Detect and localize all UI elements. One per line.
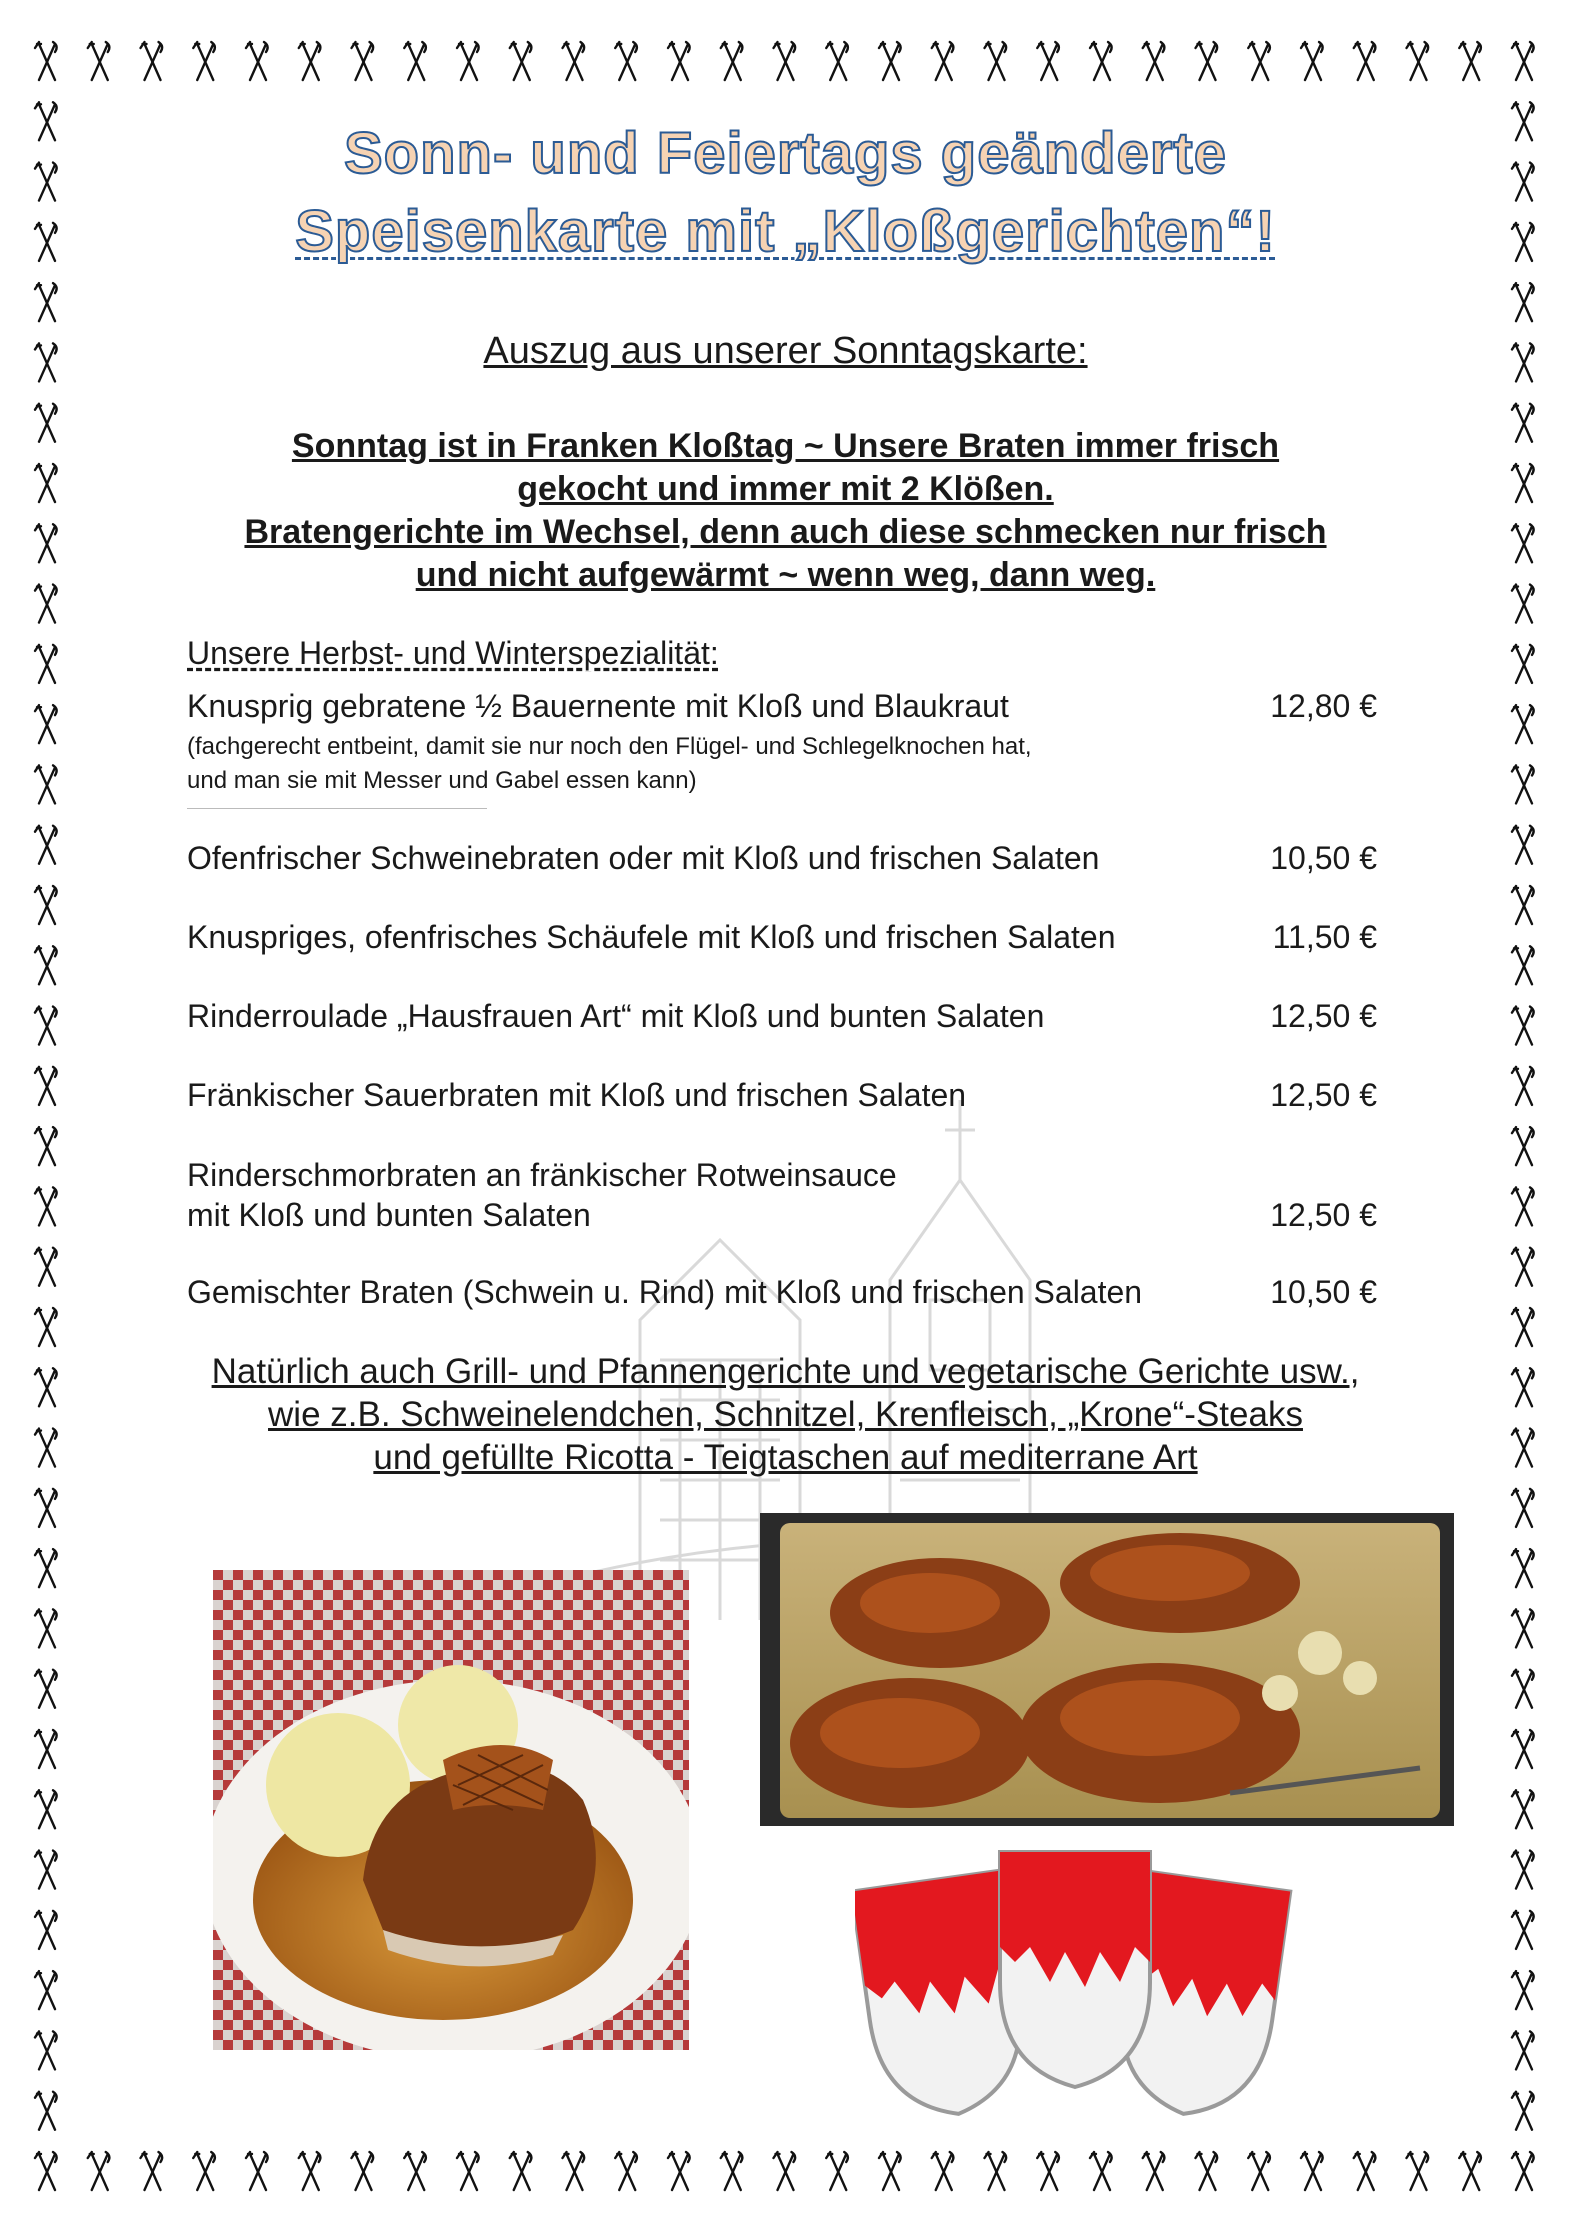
cutlery-icon bbox=[35, 1429, 57, 1467]
menu-item bbox=[187, 1272, 1377, 1312]
cutlery-icon bbox=[1512, 1730, 1534, 1768]
cutlery-icon bbox=[1512, 1007, 1534, 1045]
cutlery-icon bbox=[1512, 404, 1534, 442]
cutlery-icon bbox=[88, 42, 110, 80]
cutlery-icon bbox=[35, 705, 57, 743]
cutlery-icon bbox=[1512, 1489, 1534, 1527]
cutlery-icon bbox=[35, 1670, 57, 1708]
cutlery-icon bbox=[141, 2152, 163, 2190]
cutlery-icon bbox=[35, 1489, 57, 1527]
cutlery-icon bbox=[35, 163, 57, 201]
cutlery-icon bbox=[193, 2152, 215, 2190]
special-note bbox=[187, 730, 1147, 798]
cutlery-icon bbox=[1512, 1609, 1534, 1647]
cutlery-icon bbox=[35, 1730, 57, 1768]
cutlery-icon bbox=[774, 42, 796, 80]
cutlery-icon bbox=[1512, 2092, 1534, 2130]
closing-line-1: Natürlich auch Grill- und Pfannengerichte und vegetarische Gerichte usw., bbox=[211, 1352, 1360, 1391]
cutlery-icon bbox=[35, 42, 57, 80]
cutlery-icon bbox=[932, 2152, 954, 2190]
cutlery-icon bbox=[1354, 42, 1376, 80]
cutlery-icon bbox=[35, 2092, 57, 2130]
cutlery-icon bbox=[35, 1851, 57, 1889]
cutlery-icon bbox=[879, 2152, 901, 2190]
cutlery-icon bbox=[1512, 1549, 1534, 1587]
cutlery-icon bbox=[1354, 2152, 1376, 2190]
cutlery-icon bbox=[35, 1127, 57, 1165]
cutlery-icon bbox=[352, 2152, 374, 2190]
menu-item-name: Ofenfrischer Schweinebraten oder mit Kloß und frischen Salaten bbox=[187, 840, 1100, 876]
section-heading: Unsere Herbst- und Winterspezialität: bbox=[187, 635, 719, 671]
cutlery-icon bbox=[35, 1067, 57, 1105]
cutlery-icon bbox=[35, 1187, 57, 1225]
cutlery-icon bbox=[1512, 1429, 1534, 1467]
title-line-1: Sonn- und Feiertags geänderte bbox=[344, 121, 1227, 186]
menu-item-name-line-1: Rinderschmorbraten an fränkischer Rotweinsauce bbox=[187, 1157, 897, 1193]
cutlery-icon bbox=[1301, 2152, 1323, 2190]
cutlery-icon bbox=[1512, 886, 1534, 924]
cutlery-icon bbox=[563, 42, 585, 80]
cutlery-icon bbox=[35, 946, 57, 984]
special-note-line-1: (fachgerecht entbeint, damit sie nur noch den Flügel- und Schlegelknochen hat, bbox=[187, 733, 1032, 760]
cutlery-icon bbox=[1512, 1851, 1534, 1889]
menu-item-special bbox=[187, 686, 1377, 726]
cutlery-icon bbox=[35, 585, 57, 623]
cutlery-icon bbox=[774, 2152, 796, 2190]
cutlery-icon bbox=[1512, 1308, 1534, 1346]
cutlery-icon bbox=[1512, 1187, 1534, 1225]
cutlery-icon bbox=[352, 42, 374, 80]
cutlery-icon bbox=[510, 2152, 532, 2190]
cutlery-icon bbox=[193, 42, 215, 80]
photo-roast-ducks bbox=[760, 1513, 1454, 1826]
cutlery-icon bbox=[1512, 524, 1534, 562]
cutlery-icon bbox=[35, 765, 57, 803]
title-line-2: Speisenkarte mit „Kloßgerichten“! bbox=[295, 199, 1276, 264]
menu-item-price: 10,50 € bbox=[1270, 840, 1377, 876]
cutlery-icon bbox=[1090, 2152, 1112, 2190]
cutlery-icon bbox=[35, 886, 57, 924]
cutlery-icon bbox=[668, 2152, 690, 2190]
cutlery-icon bbox=[35, 1368, 57, 1406]
menu-item-name: Fränkischer Sauerbraten mit Kloß und frischen Salaten bbox=[187, 1077, 967, 1113]
separator-line bbox=[187, 808, 487, 809]
cutlery-icon bbox=[1512, 102, 1534, 140]
cutlery-icon bbox=[35, 1549, 57, 1587]
cutlery-icon bbox=[246, 42, 268, 80]
cutlery-icon bbox=[1143, 2152, 1165, 2190]
franconian-coat-of-arms bbox=[855, 1840, 1295, 2140]
cutlery-icon bbox=[1459, 2152, 1481, 2190]
intro-line-1: Sonntag ist in Franken Kloßtag ~ Unsere Braten immer frisch bbox=[291, 427, 1280, 465]
cutlery-icon bbox=[1512, 1248, 1534, 1286]
menu-item bbox=[187, 1155, 1377, 1235]
menu-item-name: Knusprig gebratene ½ Bauernente mit Kloß und Blaukraut bbox=[187, 688, 1009, 724]
cutlery-icon bbox=[1512, 2152, 1534, 2190]
cutlery-icon bbox=[35, 1007, 57, 1045]
cutlery-icon bbox=[35, 2152, 57, 2190]
cutlery-icon bbox=[1037, 42, 1059, 80]
cutlery-icon bbox=[404, 2152, 426, 2190]
intro-text bbox=[150, 425, 1421, 597]
cutlery-icon bbox=[510, 42, 532, 80]
cutlery-icon bbox=[35, 1911, 57, 1949]
intro-line-2: gekocht und immer mit 2 Klößen. bbox=[517, 470, 1054, 508]
cutlery-icon bbox=[1512, 645, 1534, 683]
menu-item-price: 12,80 € bbox=[1270, 688, 1377, 724]
cutlery-icon bbox=[299, 2152, 321, 2190]
cutlery-icon bbox=[1143, 42, 1165, 80]
cutlery-icon bbox=[1512, 1067, 1534, 1105]
cutlery-icon bbox=[1512, 765, 1534, 803]
cutlery-icon bbox=[985, 2152, 1007, 2190]
cutlery-icon bbox=[721, 2152, 743, 2190]
cutlery-icon bbox=[35, 1790, 57, 1828]
menu-item-price: 12,50 € bbox=[1270, 1077, 1377, 1113]
cutlery-icon bbox=[985, 42, 1007, 80]
cutlery-icon bbox=[35, 524, 57, 562]
menu-subtitle: Auszug aus unserer Sonntagskarte: bbox=[483, 330, 1088, 372]
cutlery-icon bbox=[246, 2152, 268, 2190]
cutlery-icon bbox=[35, 1609, 57, 1647]
menu-item-name-line-2: mit Kloß und bunten Salaten bbox=[187, 1197, 591, 1233]
cutlery-icon bbox=[35, 1308, 57, 1346]
cutlery-icon bbox=[1512, 163, 1534, 201]
cutlery-icon bbox=[35, 404, 57, 442]
menu-item-price: 12,50 € bbox=[1270, 998, 1377, 1034]
special-note-line-2: und man sie mit Messer und Gabel essen kann) bbox=[187, 767, 697, 794]
cutlery-icon bbox=[1512, 1790, 1534, 1828]
cutlery-icon bbox=[1512, 2031, 1534, 2069]
cutlery-icon bbox=[35, 645, 57, 683]
closing-line-2: wie z.B. Schweinelendchen, Schnitzel, Krenfleisch, „Krone“-Steaks bbox=[268, 1395, 1303, 1434]
cutlery-icon bbox=[615, 2152, 637, 2190]
cutlery-icon bbox=[879, 42, 901, 80]
menu-item bbox=[187, 838, 1377, 878]
photo-schaeufele bbox=[213, 1570, 689, 2050]
cutlery-icon bbox=[1037, 2152, 1059, 2190]
cutlery-icon bbox=[1512, 1971, 1534, 2009]
cutlery-icon bbox=[35, 464, 57, 502]
closing-text bbox=[130, 1350, 1441, 1479]
cutlery-icon bbox=[35, 283, 57, 321]
cutlery-icon bbox=[141, 42, 163, 80]
cutlery-icon bbox=[299, 42, 321, 80]
cutlery-icon bbox=[1248, 2152, 1270, 2190]
cutlery-icon bbox=[1090, 42, 1112, 80]
menu-item bbox=[187, 917, 1377, 957]
closing-line-3: und gefüllte Ricotta - Teigtaschen auf mediterrane Art bbox=[373, 1438, 1198, 1477]
cutlery-icon bbox=[1512, 1127, 1534, 1165]
cutlery-icon bbox=[404, 42, 426, 80]
cutlery-icon bbox=[1407, 2152, 1429, 2190]
cutlery-icon bbox=[826, 42, 848, 80]
cutlery-icon bbox=[457, 42, 479, 80]
cutlery-icon bbox=[615, 42, 637, 80]
cutlery-icon bbox=[457, 2152, 479, 2190]
cutlery-icon bbox=[721, 42, 743, 80]
cutlery-icon bbox=[35, 1248, 57, 1286]
menu-item-price: 12,50 € bbox=[1270, 1197, 1377, 1233]
cutlery-icon bbox=[1407, 42, 1429, 80]
menu-item-price: 11,50 € bbox=[1272, 919, 1377, 955]
cutlery-icon bbox=[1512, 826, 1534, 864]
menu-item-name: Gemischter Braten (Schwein u. Rind) mit Kloß und frischen Salaten bbox=[187, 1274, 1143, 1310]
cutlery-icon bbox=[563, 2152, 585, 2190]
cutlery-icon bbox=[1459, 42, 1481, 80]
cutlery-icon bbox=[35, 223, 57, 261]
menu-item bbox=[187, 996, 1377, 1036]
cutlery-icon bbox=[1196, 42, 1218, 80]
cutlery-icon bbox=[1196, 2152, 1218, 2190]
cutlery-icon bbox=[826, 2152, 848, 2190]
cutlery-icon bbox=[668, 42, 690, 80]
cutlery-icon bbox=[1512, 585, 1534, 623]
cutlery-icon bbox=[35, 1971, 57, 2009]
cutlery-icon bbox=[932, 42, 954, 80]
cutlery-icon bbox=[1512, 1368, 1534, 1406]
intro-line-4: und nicht aufgewärmt ~ wenn weg, dann weg. bbox=[415, 556, 1156, 594]
cutlery-icon bbox=[88, 2152, 110, 2190]
cutlery-icon bbox=[1512, 42, 1534, 80]
cutlery-icon bbox=[35, 826, 57, 864]
menu-item-price: 10,50 € bbox=[1270, 1274, 1377, 1310]
cutlery-icon bbox=[1512, 946, 1534, 984]
cutlery-icon bbox=[1512, 464, 1534, 502]
intro-line-3: Bratengerichte im Wechsel, denn auch diese schmecken nur frisch bbox=[244, 513, 1327, 551]
cutlery-icon bbox=[1512, 1911, 1534, 1949]
cutlery-icon bbox=[1301, 42, 1323, 80]
menu-item-name: Knuspriges, ofenfrisches Schäufele mit Kloß und frischen Salaten bbox=[187, 919, 1116, 955]
cutlery-icon bbox=[1512, 705, 1534, 743]
cutlery-icon bbox=[1512, 283, 1534, 321]
menu-item bbox=[187, 1075, 1377, 1115]
cutlery-icon bbox=[35, 2031, 57, 2069]
cutlery-icon bbox=[1512, 1670, 1534, 1708]
cutlery-icon bbox=[1512, 223, 1534, 261]
cutlery-icon bbox=[1248, 42, 1270, 80]
menu-item-name: Rinderroulade „Hausfrauen Art“ mit Kloß und bunten Salaten bbox=[187, 998, 1045, 1034]
cutlery-icon bbox=[35, 102, 57, 140]
